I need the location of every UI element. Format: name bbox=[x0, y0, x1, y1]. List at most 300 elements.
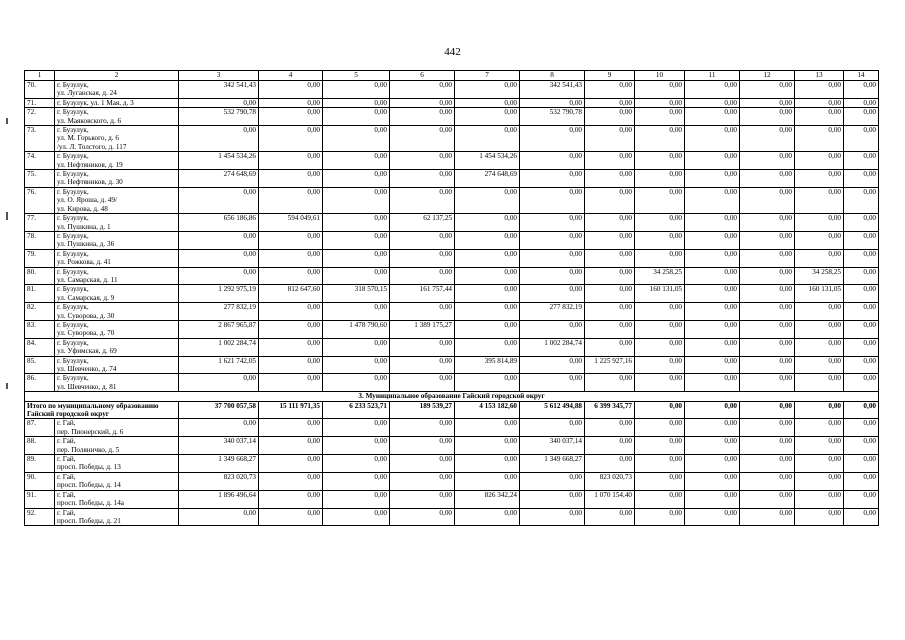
value-cell: 0,00 bbox=[455, 126, 520, 152]
value-cell: 2 867 965,87 bbox=[179, 320, 259, 338]
address-line: ул. Шевченко, д. 74 bbox=[57, 365, 117, 373]
value-cell: 0,00 bbox=[844, 267, 879, 285]
table-row bbox=[25, 152, 879, 170]
value-cell: 0,00 bbox=[685, 108, 740, 126]
address-line: ул. Пушкина, д. 36 bbox=[57, 240, 115, 249]
value-cell: 0,00 bbox=[795, 356, 844, 374]
value-cell: 0,00 bbox=[795, 231, 844, 249]
address-line: просп. Победы, д. 14 bbox=[57, 481, 121, 490]
value-cell: 0,00 bbox=[740, 81, 795, 99]
address-cell bbox=[55, 374, 179, 392]
value-cell: 0,00 bbox=[635, 214, 685, 232]
value-cell: 0,00 bbox=[259, 374, 323, 392]
value-cell: 0,00 bbox=[740, 126, 795, 152]
value-cell: 0,00 bbox=[323, 108, 390, 126]
address-line: г. Бузулук, bbox=[57, 356, 89, 365]
value-cell: 0,00 bbox=[455, 374, 520, 392]
address-line: ул. Суворова, д. 70 bbox=[57, 329, 115, 338]
value-cell: 0,00 bbox=[259, 126, 323, 152]
table-row bbox=[25, 508, 879, 526]
value-cell: 0,00 bbox=[323, 81, 390, 99]
value-cell: 0,00 bbox=[635, 490, 685, 508]
value-cell: 0,00 bbox=[795, 490, 844, 508]
page-number: 442 bbox=[444, 46, 461, 58]
value-cell: 0,00 bbox=[455, 419, 520, 437]
value-cell: 0,00 bbox=[685, 81, 740, 99]
address-cell bbox=[55, 472, 179, 490]
value-cell: 594 049,61 bbox=[259, 214, 323, 232]
value-cell: 0,00 bbox=[390, 508, 455, 526]
value-cell: 0,00 bbox=[520, 249, 585, 267]
value-cell: 0,00 bbox=[585, 108, 635, 126]
value-cell: 0,00 bbox=[844, 419, 879, 437]
value-cell: 0,00 bbox=[323, 472, 390, 490]
value-cell: 0,00 bbox=[179, 267, 259, 285]
value-cell: 0,00 bbox=[323, 249, 390, 267]
address-line: г. Гай, bbox=[57, 419, 76, 428]
value-cell: 0,00 bbox=[455, 214, 520, 232]
column-header: 10 bbox=[635, 71, 685, 81]
value-cell: 0,00 bbox=[635, 374, 685, 392]
table-row bbox=[25, 285, 879, 303]
value-cell: 0,00 bbox=[390, 419, 455, 437]
value-cell: 0,00 bbox=[740, 437, 795, 455]
address-cell bbox=[55, 108, 179, 126]
value-cell: 0,00 bbox=[740, 338, 795, 356]
column-header: 6 bbox=[390, 71, 455, 81]
value-cell: 277 832,19 bbox=[520, 303, 585, 321]
value-cell: 1 389 175,27 bbox=[390, 320, 455, 338]
value-cell: 0,00 bbox=[635, 303, 685, 321]
value-cell: 0,00 bbox=[685, 126, 740, 152]
address-line: г. Бузулук, bbox=[57, 170, 89, 179]
column-header: 12 bbox=[740, 71, 795, 81]
value-cell: 0,00 bbox=[585, 81, 635, 99]
address-line: пер. Поляничко, д. 5 bbox=[57, 445, 120, 454]
address-cell bbox=[55, 490, 179, 508]
address-line: г. Бузулук, bbox=[57, 374, 89, 383]
table-row bbox=[25, 356, 879, 374]
value-cell: 0,00 bbox=[455, 437, 520, 455]
address-line: ул. Нефтяников, д. 30 bbox=[57, 178, 123, 187]
value-cell: 342 541,43 bbox=[520, 81, 585, 99]
table-row bbox=[25, 108, 879, 126]
value-cell: 0,00 bbox=[635, 437, 685, 455]
value-cell: 0,00 bbox=[323, 356, 390, 374]
address-line: /ул. Л. Толстого, д. 117 bbox=[57, 142, 127, 151]
value-cell: 0,00 bbox=[585, 285, 635, 303]
column-header-row bbox=[25, 71, 879, 81]
value-cell: 0,00 bbox=[740, 98, 795, 107]
value-cell: 0,00 bbox=[685, 152, 740, 170]
value-cell: 0,00 bbox=[390, 338, 455, 356]
value-cell: 0,00 bbox=[520, 267, 585, 285]
address-cell bbox=[55, 187, 179, 213]
value-cell: 812 647,60 bbox=[259, 285, 323, 303]
column-header: 3 bbox=[179, 71, 259, 81]
row-number: 86. bbox=[25, 374, 55, 392]
address-line: г. Бузулук, bbox=[57, 214, 89, 223]
address-cell bbox=[55, 267, 179, 285]
value-cell: 0,00 bbox=[390, 303, 455, 321]
value-cell: 0,00 bbox=[520, 356, 585, 374]
value-cell: 0,00 bbox=[323, 508, 390, 526]
value-cell: 0,00 bbox=[455, 108, 520, 126]
column-header: 7 bbox=[455, 71, 520, 81]
value-cell: 532 790,78 bbox=[520, 108, 585, 126]
value-cell: 0,00 bbox=[179, 419, 259, 437]
address-line: г. Бузулук, bbox=[57, 338, 89, 347]
value-cell: 0,00 bbox=[455, 187, 520, 213]
row-number: 82. bbox=[25, 303, 55, 321]
value-cell: 0,00 bbox=[585, 98, 635, 107]
value-cell: 1 292 975,19 bbox=[179, 285, 259, 303]
value-cell: 274 648,69 bbox=[179, 170, 259, 188]
value-cell: 0,00 bbox=[740, 170, 795, 188]
value-cell: 0,00 bbox=[844, 187, 879, 213]
value-cell: 0,00 bbox=[795, 472, 844, 490]
table-row bbox=[25, 437, 879, 455]
value-cell: 160 131,05 bbox=[795, 285, 844, 303]
row-number: 78. bbox=[25, 231, 55, 249]
value-cell: 0,00 bbox=[635, 108, 685, 126]
value-cell: 0,00 bbox=[844, 437, 879, 455]
address-cell bbox=[55, 320, 179, 338]
value-cell: 0,00 bbox=[585, 437, 635, 455]
total-value-cell: 4 153 182,60 bbox=[455, 401, 520, 419]
value-cell: 0,00 bbox=[740, 187, 795, 213]
value-cell: 0,00 bbox=[259, 419, 323, 437]
value-cell: 0,00 bbox=[795, 81, 844, 99]
value-cell: 0,00 bbox=[740, 419, 795, 437]
address-line: г. Бузулук, bbox=[57, 108, 89, 117]
value-cell: 0,00 bbox=[635, 126, 685, 152]
value-cell: 0,00 bbox=[844, 249, 879, 267]
value-cell: 0,00 bbox=[323, 231, 390, 249]
value-cell: 0,00 bbox=[455, 231, 520, 249]
value-cell: 0,00 bbox=[390, 81, 455, 99]
value-cell: 0,00 bbox=[259, 98, 323, 107]
address-cell bbox=[55, 98, 179, 107]
total-value-cell: 37 700 057,58 bbox=[179, 401, 259, 419]
value-cell: 0,00 bbox=[844, 338, 879, 356]
value-cell: 0,00 bbox=[635, 152, 685, 170]
row-number: 83. bbox=[25, 320, 55, 338]
address-line: ул. Нефтяников, д. 19 bbox=[57, 160, 123, 169]
value-cell: 823 020,73 bbox=[585, 472, 635, 490]
address-line: ул. Самарская, д. 9 bbox=[57, 293, 115, 302]
table-row bbox=[25, 374, 879, 392]
value-cell: 0,00 bbox=[520, 374, 585, 392]
value-cell: 161 757,44 bbox=[390, 285, 455, 303]
value-cell: 34 258,25 bbox=[635, 267, 685, 285]
value-cell: 0,00 bbox=[635, 356, 685, 374]
address-line: ул. Пушкина, д. 1 bbox=[57, 222, 111, 231]
value-cell: 1 621 742,05 bbox=[179, 356, 259, 374]
value-cell: 0,00 bbox=[795, 187, 844, 213]
value-cell: 0,00 bbox=[740, 231, 795, 249]
value-cell: 0,00 bbox=[844, 126, 879, 152]
value-cell: 0,00 bbox=[259, 267, 323, 285]
value-cell: 0,00 bbox=[635, 508, 685, 526]
address-cell bbox=[55, 170, 179, 188]
value-cell: 0,00 bbox=[259, 455, 323, 473]
value-cell: 0,00 bbox=[390, 356, 455, 374]
value-cell: 826 342,24 bbox=[455, 490, 520, 508]
value-cell: 0,00 bbox=[795, 170, 844, 188]
value-cell: 0,00 bbox=[520, 490, 585, 508]
row-number: 80. bbox=[25, 267, 55, 285]
value-cell: 0,00 bbox=[740, 214, 795, 232]
value-cell: 0,00 bbox=[455, 81, 520, 99]
total-value-cell: 6 399 345,77 bbox=[585, 401, 635, 419]
total-value-cell: 0,00 bbox=[740, 401, 795, 419]
value-cell: 0,00 bbox=[520, 98, 585, 107]
value-cell: 0,00 bbox=[740, 508, 795, 526]
value-cell: 0,00 bbox=[685, 231, 740, 249]
value-cell: 0,00 bbox=[795, 437, 844, 455]
table-row bbox=[25, 419, 879, 437]
address-line: ул. Шевченко, д. 81 bbox=[57, 382, 117, 391]
value-cell: 0,00 bbox=[520, 320, 585, 338]
value-cell: 0,00 bbox=[740, 455, 795, 473]
value-cell: 0,00 bbox=[390, 126, 455, 152]
value-cell: 0,00 bbox=[685, 285, 740, 303]
column-header: 9 bbox=[585, 71, 635, 81]
address-line: просп. Победы, д. 13 bbox=[57, 463, 121, 472]
value-cell: 0,00 bbox=[259, 437, 323, 455]
total-value-cell: 0,00 bbox=[685, 401, 740, 419]
value-cell: 0,00 bbox=[585, 152, 635, 170]
address-line: г. Бузулук, bbox=[57, 126, 89, 135]
table-row bbox=[25, 214, 879, 232]
value-cell: 395 814,89 bbox=[455, 356, 520, 374]
value-cell: 1 478 790,60 bbox=[323, 320, 390, 338]
column-header: 8 bbox=[520, 71, 585, 81]
value-cell: 0,00 bbox=[685, 170, 740, 188]
address-cell bbox=[55, 303, 179, 321]
value-cell: 0,00 bbox=[844, 508, 879, 526]
table-row bbox=[25, 490, 879, 508]
value-cell: 0,00 bbox=[635, 187, 685, 213]
value-cell: 1 896 496,64 bbox=[179, 490, 259, 508]
address-cell bbox=[55, 356, 179, 374]
address-cell bbox=[55, 437, 179, 455]
value-cell: 0,00 bbox=[844, 152, 879, 170]
table-row bbox=[25, 187, 879, 213]
address-cell bbox=[55, 231, 179, 249]
address-line: г. Бузулук, bbox=[57, 285, 89, 294]
value-cell: 318 570,15 bbox=[323, 285, 390, 303]
address-line: г. Бузулук, bbox=[57, 152, 89, 161]
value-cell: 0,00 bbox=[685, 437, 740, 455]
value-cell: 0,00 bbox=[685, 472, 740, 490]
value-cell: 0,00 bbox=[520, 472, 585, 490]
value-cell: 0,00 bbox=[179, 187, 259, 213]
value-cell: 0,00 bbox=[844, 108, 879, 126]
value-cell: 0,00 bbox=[585, 170, 635, 188]
value-cell: 0,00 bbox=[585, 320, 635, 338]
value-cell: 0,00 bbox=[520, 126, 585, 152]
value-cell: 0,00 bbox=[844, 214, 879, 232]
row-number: 91. bbox=[25, 490, 55, 508]
address-line: ул. Уфимская, д. 69 bbox=[57, 347, 117, 356]
value-cell: 0,00 bbox=[455, 249, 520, 267]
value-cell: 0,00 bbox=[795, 152, 844, 170]
value-cell: 0,00 bbox=[585, 508, 635, 526]
value-cell: 0,00 bbox=[585, 455, 635, 473]
address-line: г. Бузулук, ул. 1 Мая, д. 3 bbox=[57, 98, 134, 107]
value-cell: 0,00 bbox=[179, 374, 259, 392]
row-number: 84. bbox=[25, 338, 55, 356]
value-cell: 0,00 bbox=[390, 374, 455, 392]
table-row bbox=[25, 455, 879, 473]
value-cell: 0,00 bbox=[685, 419, 740, 437]
value-cell: 0,00 bbox=[259, 170, 323, 188]
address-line: ул. Самарская, д. 11 bbox=[57, 275, 118, 284]
table-row bbox=[25, 81, 879, 99]
value-cell: 0,00 bbox=[259, 320, 323, 338]
value-cell: 0,00 bbox=[635, 170, 685, 188]
value-cell: 0,00 bbox=[455, 303, 520, 321]
column-header: 13 bbox=[795, 71, 844, 81]
total-value-cell: 5 612 494,88 bbox=[520, 401, 585, 419]
section-title: 3. Муниципальное образование Гайский городской округ bbox=[25, 392, 879, 401]
row-number: 77. bbox=[25, 214, 55, 232]
address-line: г. Гай, bbox=[57, 455, 76, 464]
row-number: 88. bbox=[25, 437, 55, 455]
value-cell: 0,00 bbox=[740, 356, 795, 374]
value-cell: 0,00 bbox=[455, 285, 520, 303]
value-cell: 0,00 bbox=[323, 490, 390, 508]
value-cell: 0,00 bbox=[844, 455, 879, 473]
total-value-cell: 15 111 971,35 bbox=[259, 401, 323, 419]
value-cell: 0,00 bbox=[390, 187, 455, 213]
row-number: 87. bbox=[25, 419, 55, 437]
value-cell: 0,00 bbox=[259, 472, 323, 490]
value-cell: 0,00 bbox=[585, 303, 635, 321]
value-cell: 0,00 bbox=[259, 108, 323, 126]
value-cell: 0,00 bbox=[259, 152, 323, 170]
value-cell: 0,00 bbox=[635, 455, 685, 473]
value-cell: 0,00 bbox=[795, 419, 844, 437]
value-cell: 0,00 bbox=[585, 249, 635, 267]
value-cell: 0,00 bbox=[685, 320, 740, 338]
address-line: г. Гай, bbox=[57, 437, 76, 446]
value-cell: 0,00 bbox=[520, 152, 585, 170]
value-cell: 0,00 bbox=[795, 126, 844, 152]
value-cell: 0,00 bbox=[585, 231, 635, 249]
value-cell: 0,00 bbox=[740, 249, 795, 267]
value-cell: 1 349 668,27 bbox=[520, 455, 585, 473]
address-line: г. Бузулук, bbox=[57, 187, 89, 196]
address-line: г. Бузулук, bbox=[57, 320, 89, 329]
value-cell: 0,00 bbox=[179, 126, 259, 152]
address-line: пер. Пионерский, д. 6 bbox=[57, 427, 124, 436]
value-cell: 0,00 bbox=[685, 303, 740, 321]
value-cell: 0,00 bbox=[635, 81, 685, 99]
value-cell: 0,00 bbox=[455, 472, 520, 490]
value-cell: 0,00 bbox=[795, 214, 844, 232]
value-cell: 0,00 bbox=[585, 267, 635, 285]
value-cell: 0,00 bbox=[795, 98, 844, 107]
address-line: г. Гай, bbox=[57, 490, 76, 499]
value-cell: 0,00 bbox=[795, 303, 844, 321]
total-label: Итого по муниципальному образованию Гайский городской округ bbox=[25, 401, 179, 419]
value-cell: 0,00 bbox=[323, 187, 390, 213]
value-cell: 0,00 bbox=[520, 508, 585, 526]
value-cell: 0,00 bbox=[455, 98, 520, 107]
total-row bbox=[25, 401, 879, 419]
total-value-cell: 0,00 bbox=[844, 401, 879, 419]
address-line: ул. М. Горького, д. 6 bbox=[57, 134, 119, 143]
table-row bbox=[25, 303, 879, 321]
value-cell: 0,00 bbox=[740, 267, 795, 285]
value-cell: 0,00 bbox=[455, 338, 520, 356]
total-value-cell: 189 539,27 bbox=[390, 401, 455, 419]
address-cell bbox=[55, 214, 179, 232]
value-cell: 0,00 bbox=[795, 108, 844, 126]
row-number: 79. bbox=[25, 249, 55, 267]
value-cell: 0,00 bbox=[740, 285, 795, 303]
value-cell: 0,00 bbox=[323, 338, 390, 356]
value-cell: 0,00 bbox=[179, 508, 259, 526]
value-cell: 0,00 bbox=[740, 108, 795, 126]
address-cell bbox=[55, 126, 179, 152]
column-header: 14 bbox=[844, 71, 879, 81]
value-cell: 0,00 bbox=[390, 472, 455, 490]
value-cell: 0,00 bbox=[323, 170, 390, 188]
value-cell: 0,00 bbox=[390, 152, 455, 170]
value-cell: 0,00 bbox=[635, 249, 685, 267]
value-cell: 0,00 bbox=[520, 285, 585, 303]
value-cell: 0,00 bbox=[740, 472, 795, 490]
value-cell: 0,00 bbox=[635, 98, 685, 107]
value-cell: 1 454 534,26 bbox=[179, 152, 259, 170]
value-cell: 0,00 bbox=[844, 231, 879, 249]
value-cell: 0,00 bbox=[259, 490, 323, 508]
value-cell: 0,00 bbox=[795, 249, 844, 267]
value-cell: 0,00 bbox=[323, 98, 390, 107]
value-cell: 0,00 bbox=[795, 455, 844, 473]
value-cell: 0,00 bbox=[740, 374, 795, 392]
address-line: г. Гай, bbox=[57, 508, 76, 517]
value-cell: 0,00 bbox=[740, 303, 795, 321]
value-cell: 0,00 bbox=[585, 338, 635, 356]
row-number: 92. bbox=[25, 508, 55, 526]
address-line: г. Бузулук, bbox=[57, 267, 89, 276]
column-header: 11 bbox=[685, 71, 740, 81]
value-cell: 0,00 bbox=[685, 98, 740, 107]
value-cell: 0,00 bbox=[685, 187, 740, 213]
value-cell: 34 258,25 bbox=[795, 267, 844, 285]
value-cell: 0,00 bbox=[179, 231, 259, 249]
value-cell: 0,00 bbox=[259, 81, 323, 99]
value-cell: 0,00 bbox=[455, 267, 520, 285]
value-cell: 0,00 bbox=[844, 303, 879, 321]
value-cell: 0,00 bbox=[259, 338, 323, 356]
value-cell: 342 541,43 bbox=[179, 81, 259, 99]
address-line: просп. Победы, д. 14а bbox=[57, 499, 124, 508]
value-cell: 0,00 bbox=[259, 231, 323, 249]
margin-mark bbox=[6, 383, 8, 389]
column-header: 5 bbox=[323, 71, 390, 81]
margin-mark bbox=[6, 118, 8, 124]
table-row bbox=[25, 170, 879, 188]
value-cell: 1 454 534,26 bbox=[455, 152, 520, 170]
value-cell: 0,00 bbox=[323, 303, 390, 321]
value-cell: 0,00 bbox=[259, 508, 323, 526]
